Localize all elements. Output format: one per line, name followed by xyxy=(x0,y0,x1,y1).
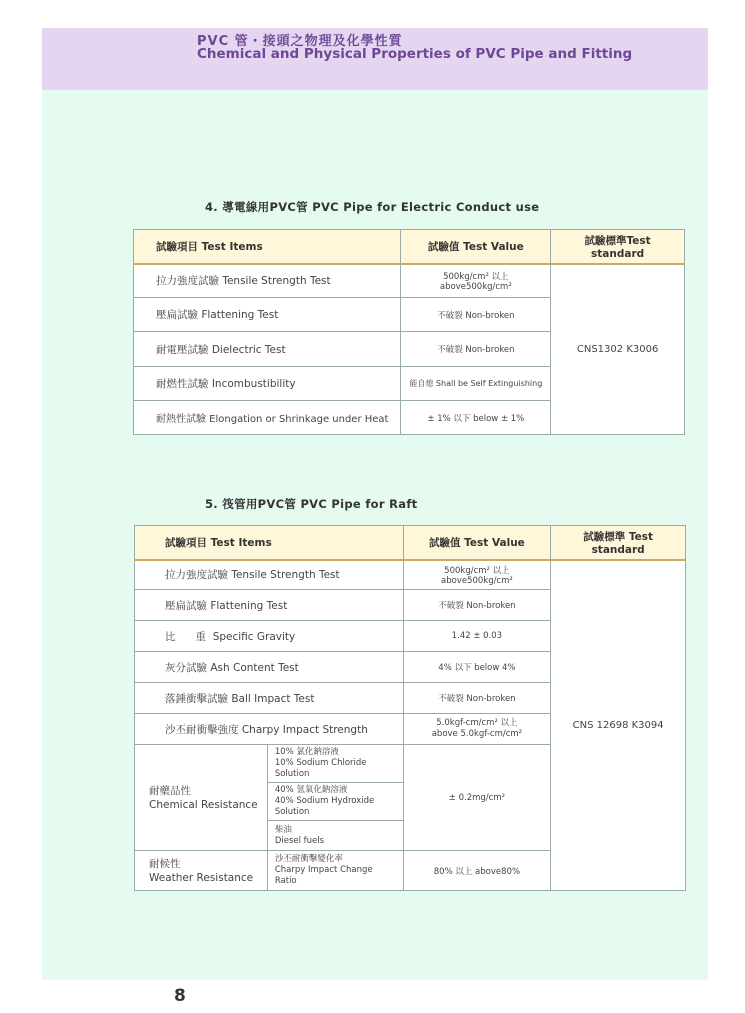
test-value xyxy=(403,714,551,745)
sub-item-en: 10% Sodium Chloride Solution xyxy=(274,758,367,779)
sub-item-zh: 沙丕耐衝擊變化率 xyxy=(274,854,343,864)
table-header-row xyxy=(135,526,686,560)
test-item: 比 重 Specific Gravity xyxy=(135,621,404,652)
test-value: 1.42 ± 0.03 xyxy=(403,621,551,652)
group-label-en: Chemical Resistance xyxy=(149,798,258,811)
test-item: 壓扁試驗 Flattening Test xyxy=(134,298,401,332)
header-test-standard: 試驗標準Test standard xyxy=(551,230,685,264)
test-value: 4% 以下 below 4% xyxy=(403,652,551,683)
test-value: ± 0.2mg/cm² xyxy=(403,745,551,851)
table-header-row xyxy=(134,230,685,264)
test-value: 80% 以上 above80% xyxy=(403,851,551,891)
group-label-en: Weather Resistance xyxy=(149,871,254,884)
header-test-value: 試驗值 Test Value xyxy=(401,230,551,264)
test-value: 500kg/cm² 以上 above500kg/cm² xyxy=(403,560,551,590)
test-item: 耐電壓試驗 Dielectric Test xyxy=(134,332,401,367)
sub-item xyxy=(267,821,403,851)
test-item: 灰分試驗 Ash Content Test xyxy=(135,652,404,683)
sub-item xyxy=(267,851,403,891)
test-value: 能自熄 Shall be Self Extinguishing xyxy=(401,367,551,401)
test-value: 不破裂 Non-broken xyxy=(401,332,551,367)
sub-item-en: Diesel fuels xyxy=(274,835,325,846)
header-test-items: 試驗項目 Test Items xyxy=(135,526,404,560)
test-value: 不破裂 Non-broken xyxy=(403,590,551,621)
test-standard: CNS 12698 K3094 xyxy=(551,560,686,891)
group-label-zh: 耐候性 xyxy=(149,857,181,870)
sub-item-zh: 柴油 xyxy=(274,824,292,835)
sub-item-en: 40% Sodium Hydroxide Solution xyxy=(274,796,375,817)
test-value: 不破裂 Non-broken xyxy=(401,298,551,332)
test-item: 拉力強度試驗 Tensile Strength Test xyxy=(135,560,404,590)
section-5-title: 5. 筏管用PVC管 PVC Pipe for Raft xyxy=(205,497,418,511)
header-test-standard: 試驗標準 Test standard xyxy=(551,526,686,560)
page-title-english: Chemical and Physical Properties of PVC Pipe and Fitting xyxy=(197,46,633,62)
chemical-resistance-label xyxy=(135,745,268,851)
header-test-items: 試驗項目 Test Items xyxy=(134,230,401,264)
test-value: ± 1% 以下 below ± 1% xyxy=(401,401,551,435)
test-value: 500kg/cm² 以上 above500kg/cm² xyxy=(401,264,551,298)
test-value: 不破裂 Non-broken xyxy=(403,683,551,714)
test-item: 耐燃性試驗 Incombustibility xyxy=(134,367,401,401)
table-row xyxy=(135,560,686,590)
sub-item xyxy=(267,745,403,783)
test-item: 壓扁試驗 Flattening Test xyxy=(135,590,404,621)
test-value-line: above 5.0kgf-cm/cm² xyxy=(431,729,523,739)
test-item: 耐熱性試驗 Elongation or Shrinkage under Heat xyxy=(134,401,401,435)
sub-item xyxy=(267,783,403,821)
test-value-line: 5.0kgf-cm/cm² 以上 xyxy=(436,718,518,728)
sub-item-zh: 40% 氫氧化鈉溶液 xyxy=(274,785,348,795)
raft-pipe-table xyxy=(134,525,686,891)
section-4-title: 4. 導電線用PVC管 PVC Pipe for Electric Conduct use xyxy=(205,200,540,214)
weather-resistance-label xyxy=(135,851,268,891)
sub-item-en: Charpy Impact Change Ratio xyxy=(274,865,373,886)
page-title-chinese: PVC 管・接頭之物理及化學性質 xyxy=(197,34,403,49)
test-item: 落錘衝擊試驗 Ball Impact Test xyxy=(135,683,404,714)
sub-item-zh: 10% 氯化鈉溶液 xyxy=(274,747,339,757)
test-item: 拉力強度試驗 Tensile Strength Test xyxy=(134,264,401,298)
test-item: 沙丕耐衝擊強度 Charpy Impact Strength xyxy=(135,714,404,745)
page-number: 8 xyxy=(174,986,186,1006)
header-test-value: 試驗值 Test Value xyxy=(403,526,551,560)
electric-conduit-table xyxy=(133,229,685,435)
group-label-zh: 耐藥品性 xyxy=(149,784,191,797)
table-row xyxy=(134,264,685,298)
test-standard: CNS1302 K3006 xyxy=(551,264,685,435)
